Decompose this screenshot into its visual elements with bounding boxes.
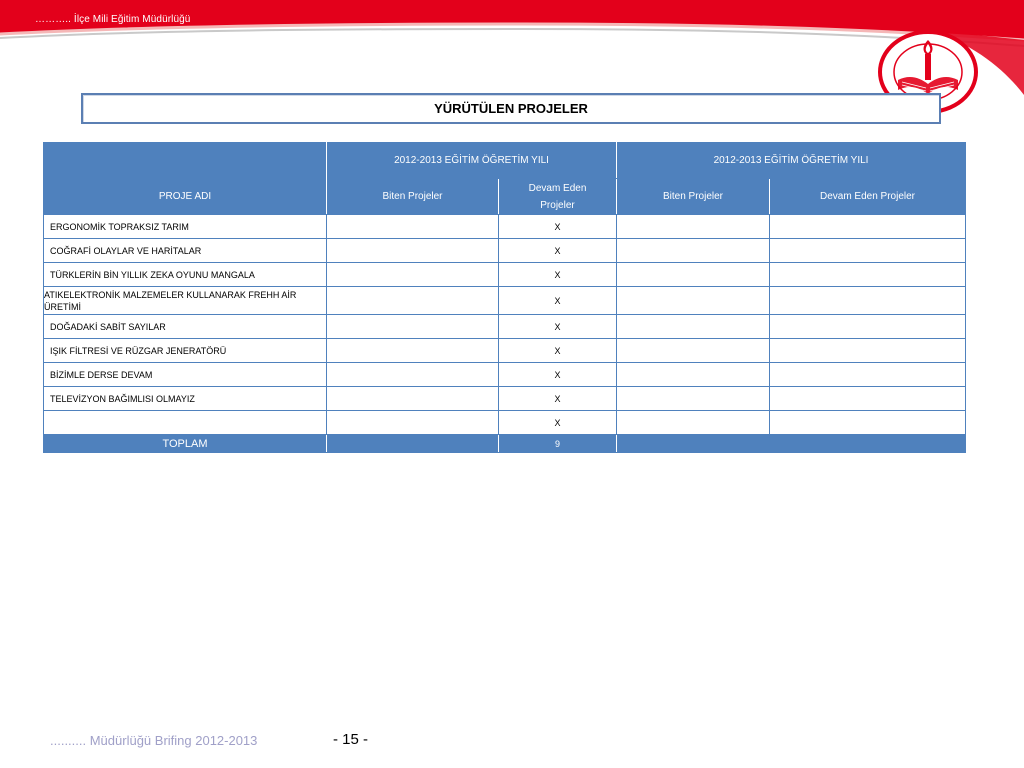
column-header-project-name: PROJE ADI	[44, 143, 327, 215]
g1-finished-cell	[327, 315, 499, 339]
projects-table	[43, 142, 966, 453]
g2-finished-cell	[617, 387, 770, 411]
g1-finished-cell	[327, 215, 499, 239]
project-name-cell: ATIKELEKTRONİK MALZEMELER KULLANARAK FREHH AİR ÜRETİMİ	[44, 287, 327, 315]
g2-ongoing-cell	[770, 215, 966, 239]
project-name-cell: TÜRKLERİN BİN YILLIK ZEKA OYUNU MANGALA	[44, 263, 327, 287]
g2-finished-cell	[617, 339, 770, 363]
g1-ongoing-cell: X	[499, 387, 617, 411]
g1-finished-cell	[327, 239, 499, 263]
g1-ongoing-cell: X	[499, 287, 617, 315]
project-name-cell: ERGONOMİK TOPRAKSIZ TARIM	[44, 215, 327, 239]
total-label: TOPLAM	[44, 435, 327, 453]
total-g1-finished	[327, 435, 499, 453]
column-header-g1-ongoing-line2: Projeler	[540, 199, 575, 211]
g2-ongoing-cell	[770, 239, 966, 263]
page-title: YÜRÜTÜLEN PROJELER	[81, 93, 941, 124]
g2-finished-cell	[617, 263, 770, 287]
g1-ongoing-cell: X	[499, 411, 617, 435]
g2-ongoing-cell	[770, 315, 966, 339]
column-group-header-2: 2012-2013 EĞİTİM ÖĞRETİM YILI	[617, 143, 966, 179]
g2-ongoing-cell	[770, 411, 966, 435]
g1-ongoing-cell: X	[499, 315, 617, 339]
g1-finished-cell	[327, 287, 499, 315]
g2-ongoing-cell	[770, 387, 966, 411]
g2-finished-cell	[617, 239, 770, 263]
g1-ongoing-cell: X	[499, 363, 617, 387]
g1-ongoing-cell: X	[499, 239, 617, 263]
g1-finished-cell	[327, 387, 499, 411]
total-g2-finished	[617, 435, 770, 453]
table-row	[44, 215, 966, 239]
column-header-g2-finished: Biten Projeler	[617, 179, 770, 215]
table-row	[44, 287, 966, 315]
table-row	[44, 339, 966, 363]
g1-finished-cell	[327, 411, 499, 435]
table-row	[44, 387, 966, 411]
table-row	[44, 411, 966, 435]
g1-finished-cell	[327, 339, 499, 363]
column-header-g1-ongoing-line1: Devam Eden	[528, 182, 587, 194]
g2-ongoing-cell	[770, 287, 966, 315]
project-name-cell: COĞRAFİ OLAYLAR VE HARİTALAR	[44, 239, 327, 263]
column-header-g1-ongoing	[499, 179, 617, 215]
table-row	[44, 315, 966, 339]
g1-finished-cell	[327, 363, 499, 387]
g2-finished-cell	[617, 215, 770, 239]
g2-finished-cell	[617, 363, 770, 387]
page-number: - 15 -	[333, 731, 369, 748]
column-header-g2-ongoing: Devam Eden Projeler	[770, 179, 966, 215]
table-row	[44, 239, 966, 263]
project-name-cell: IŞIK FİLTRESİ VE RÜZGAR JENERATÖRÜ	[44, 339, 327, 363]
g2-ongoing-cell	[770, 339, 966, 363]
g1-ongoing-cell: X	[499, 215, 617, 239]
project-name-cell: DOĞADAKİ SABİT SAYILAR	[44, 315, 327, 339]
column-group-header-1: 2012-2013 EĞİTİM ÖĞRETİM YILI	[327, 143, 617, 179]
column-header-g1-finished: Biten Projeler	[327, 179, 499, 215]
g2-ongoing-cell	[770, 263, 966, 287]
total-g2-ongoing	[770, 435, 966, 453]
g1-ongoing-cell: X	[499, 339, 617, 363]
table-row	[44, 363, 966, 387]
project-name-cell: TELEVİZYON BAĞIMLISI OLMAYIZ	[44, 387, 327, 411]
footer-text: .......... Müdürlüğü Brifing 2012-2013	[50, 733, 258, 748]
ministry-header-text: ……….. İlçe Mili Eğitim Müdürlüğü	[35, 14, 191, 25]
g2-ongoing-cell	[770, 363, 966, 387]
g1-finished-cell	[327, 263, 499, 287]
g2-finished-cell	[617, 315, 770, 339]
project-name-cell: BİZİMLE DERSE DEVAM	[44, 363, 327, 387]
g2-finished-cell	[617, 411, 770, 435]
table-row	[44, 263, 966, 287]
total-row	[44, 435, 966, 453]
g1-ongoing-cell: X	[499, 263, 617, 287]
total-g1-ongoing: 9	[499, 435, 617, 453]
g2-finished-cell	[617, 287, 770, 315]
project-name-cell	[44, 411, 327, 435]
